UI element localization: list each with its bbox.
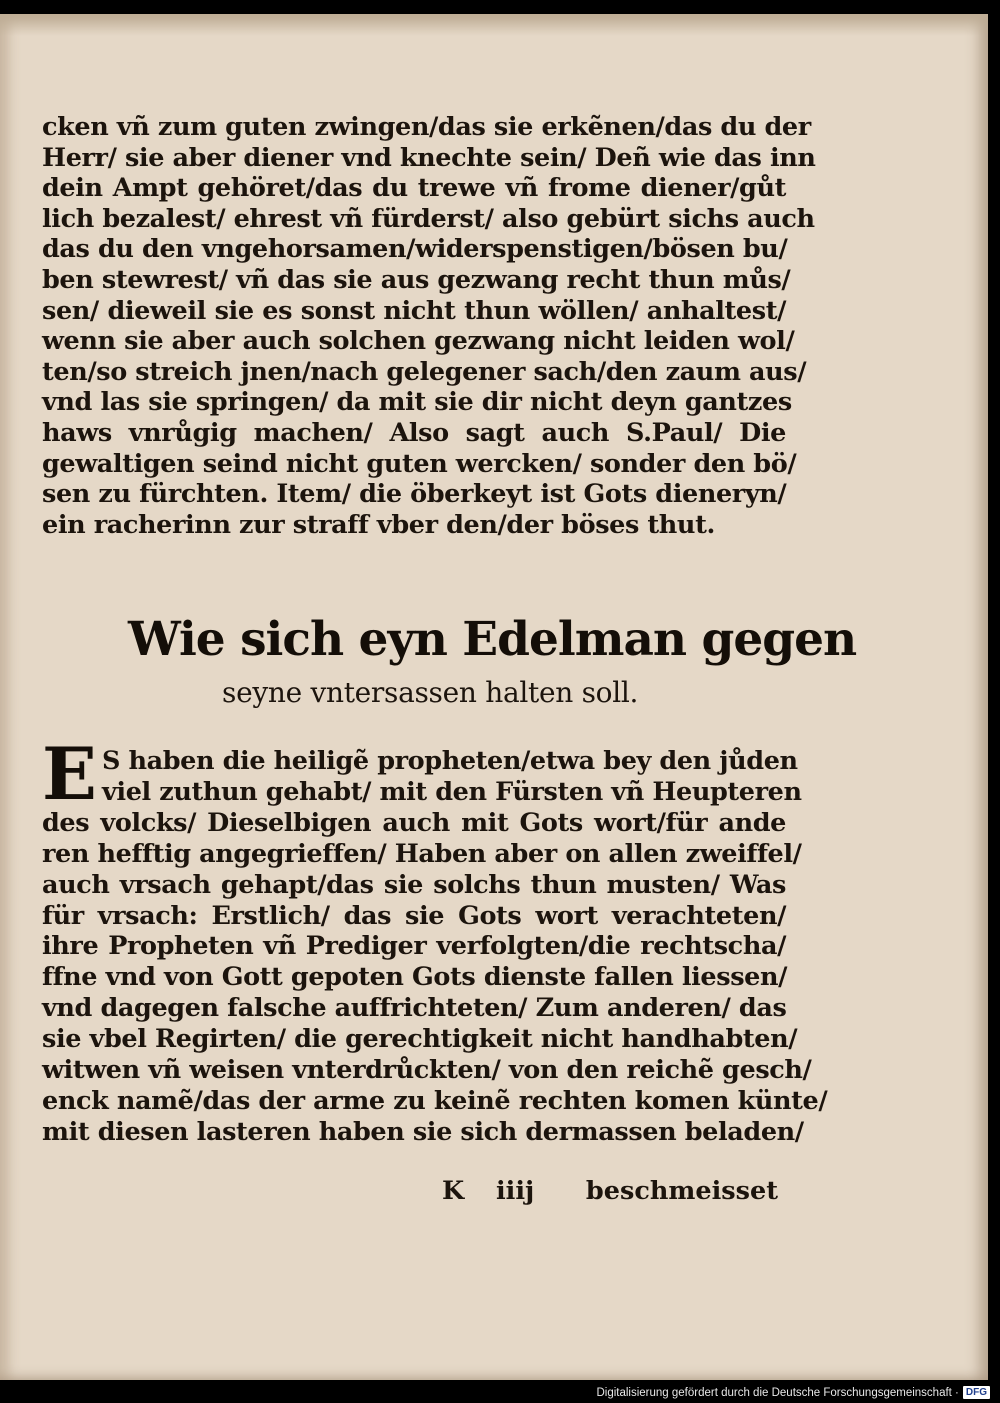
text-line: ihre Propheten vñ Prediger verfolgten/die rechtscha/ xyxy=(42,931,786,962)
drop-cap: E xyxy=(42,731,97,816)
text-line: witwen vñ weisen vnterdrůckten/ von den reichẽ gesch/ xyxy=(42,1055,812,1086)
text-line: viel zuthun gehabt/ mit den Fürsten vñ Heupteren xyxy=(102,776,802,807)
text-line: S haben die heiligẽ propheten/etwa bey den jůden xyxy=(102,746,798,776)
text-line: haws vnrůgig machen/ Also sagt auch S.Paul/ Die xyxy=(42,417,786,448)
catchword: beschmeisset xyxy=(585,1176,778,1206)
page-top-edge xyxy=(0,14,988,36)
text-line: das du den vngehorsamen/widerspenstigen/bösen bu/ xyxy=(42,234,788,265)
catch-line xyxy=(42,1176,786,1210)
body-text-block-2 xyxy=(42,746,828,1148)
text-line: vnd las sie springen/ da mit sie dir nicht deyn gantzes xyxy=(42,387,792,418)
text-line: vnd dagegen falsche auffrichteten/ Zum anderen/ das xyxy=(42,993,787,1024)
text-line: ben stewrest/ vñ das sie aus gezwang recht thun můs/ xyxy=(42,264,791,295)
body-text-block-1 xyxy=(42,112,816,540)
section-heading: Wie sich eyn Edelman gegen xyxy=(128,612,857,667)
section-subheading: seyne vntersassen halten soll. xyxy=(222,676,639,709)
text-line: ffne vnd von Gott gepoten Gots dienste fallen liessen/ xyxy=(42,962,788,993)
dfg-logo-icon: DFG xyxy=(963,1386,990,1399)
text-line: enck namẽ/das der arme zu keinẽ rechten komen künte/ xyxy=(42,1085,828,1116)
text-line: sie vbel Regirten/ die gerechtigkeit nicht handhabten/ xyxy=(42,1024,798,1055)
footer-text: Digitalisierung gefördert durch die Deutsche Forschungsgemeinschaft · xyxy=(596,1386,959,1399)
text-line: sen/ dieweil sie es sonst nicht thun wöllen/ anhaltest/ xyxy=(42,295,786,326)
text-line: ren hefftig angegrieffen/ Haben aber on allen zweiffel/ xyxy=(42,838,802,869)
folio-number: iiij xyxy=(496,1176,535,1206)
text-line: auch vrsach gehapt/das sie solchs thun musten/ Was xyxy=(42,869,786,900)
text-line: sen zu fürchten. Item/ die öberkeyt ist Gots dieneryn/ xyxy=(42,479,787,510)
text-line: gewaltigen seind nicht guten wercken/ sonder den bö/ xyxy=(42,448,797,479)
text-line: des volcks/ Dieselbigen auch mit Gots wort/für ande xyxy=(42,807,786,838)
text-line: mit diesen lasteren haben sie sich dermassen beladen/ xyxy=(42,1116,804,1147)
text-line: dein Ampt gehöret/das du trewe vñ frome diener/gůt xyxy=(42,173,786,204)
funding-footer xyxy=(596,1386,990,1399)
text-line: für vrsach: Erstlich/ das sie Gots wort verachteten/ xyxy=(42,900,786,931)
signature-mark: K xyxy=(442,1176,465,1206)
text-line: Herr/ sie aber diener vnd knechte sein/ Deñ wie das inn xyxy=(42,142,816,173)
text-line: ten/so streich jnen/nach gelegener sach/den zaum aus/ xyxy=(42,356,807,387)
text-line: cken vñ zum guten zwingen/das sie erkẽnen/das du der xyxy=(42,112,811,142)
text-line: wenn sie aber auch solchen gezwang nicht leiden wol/ xyxy=(42,326,795,357)
text-line: ein racherinn zur straff vber den/der böses thut. xyxy=(42,509,715,540)
text-line: lich bezalest/ ehrest vñ fürderst/ also gebürt sichs auch xyxy=(42,203,815,234)
